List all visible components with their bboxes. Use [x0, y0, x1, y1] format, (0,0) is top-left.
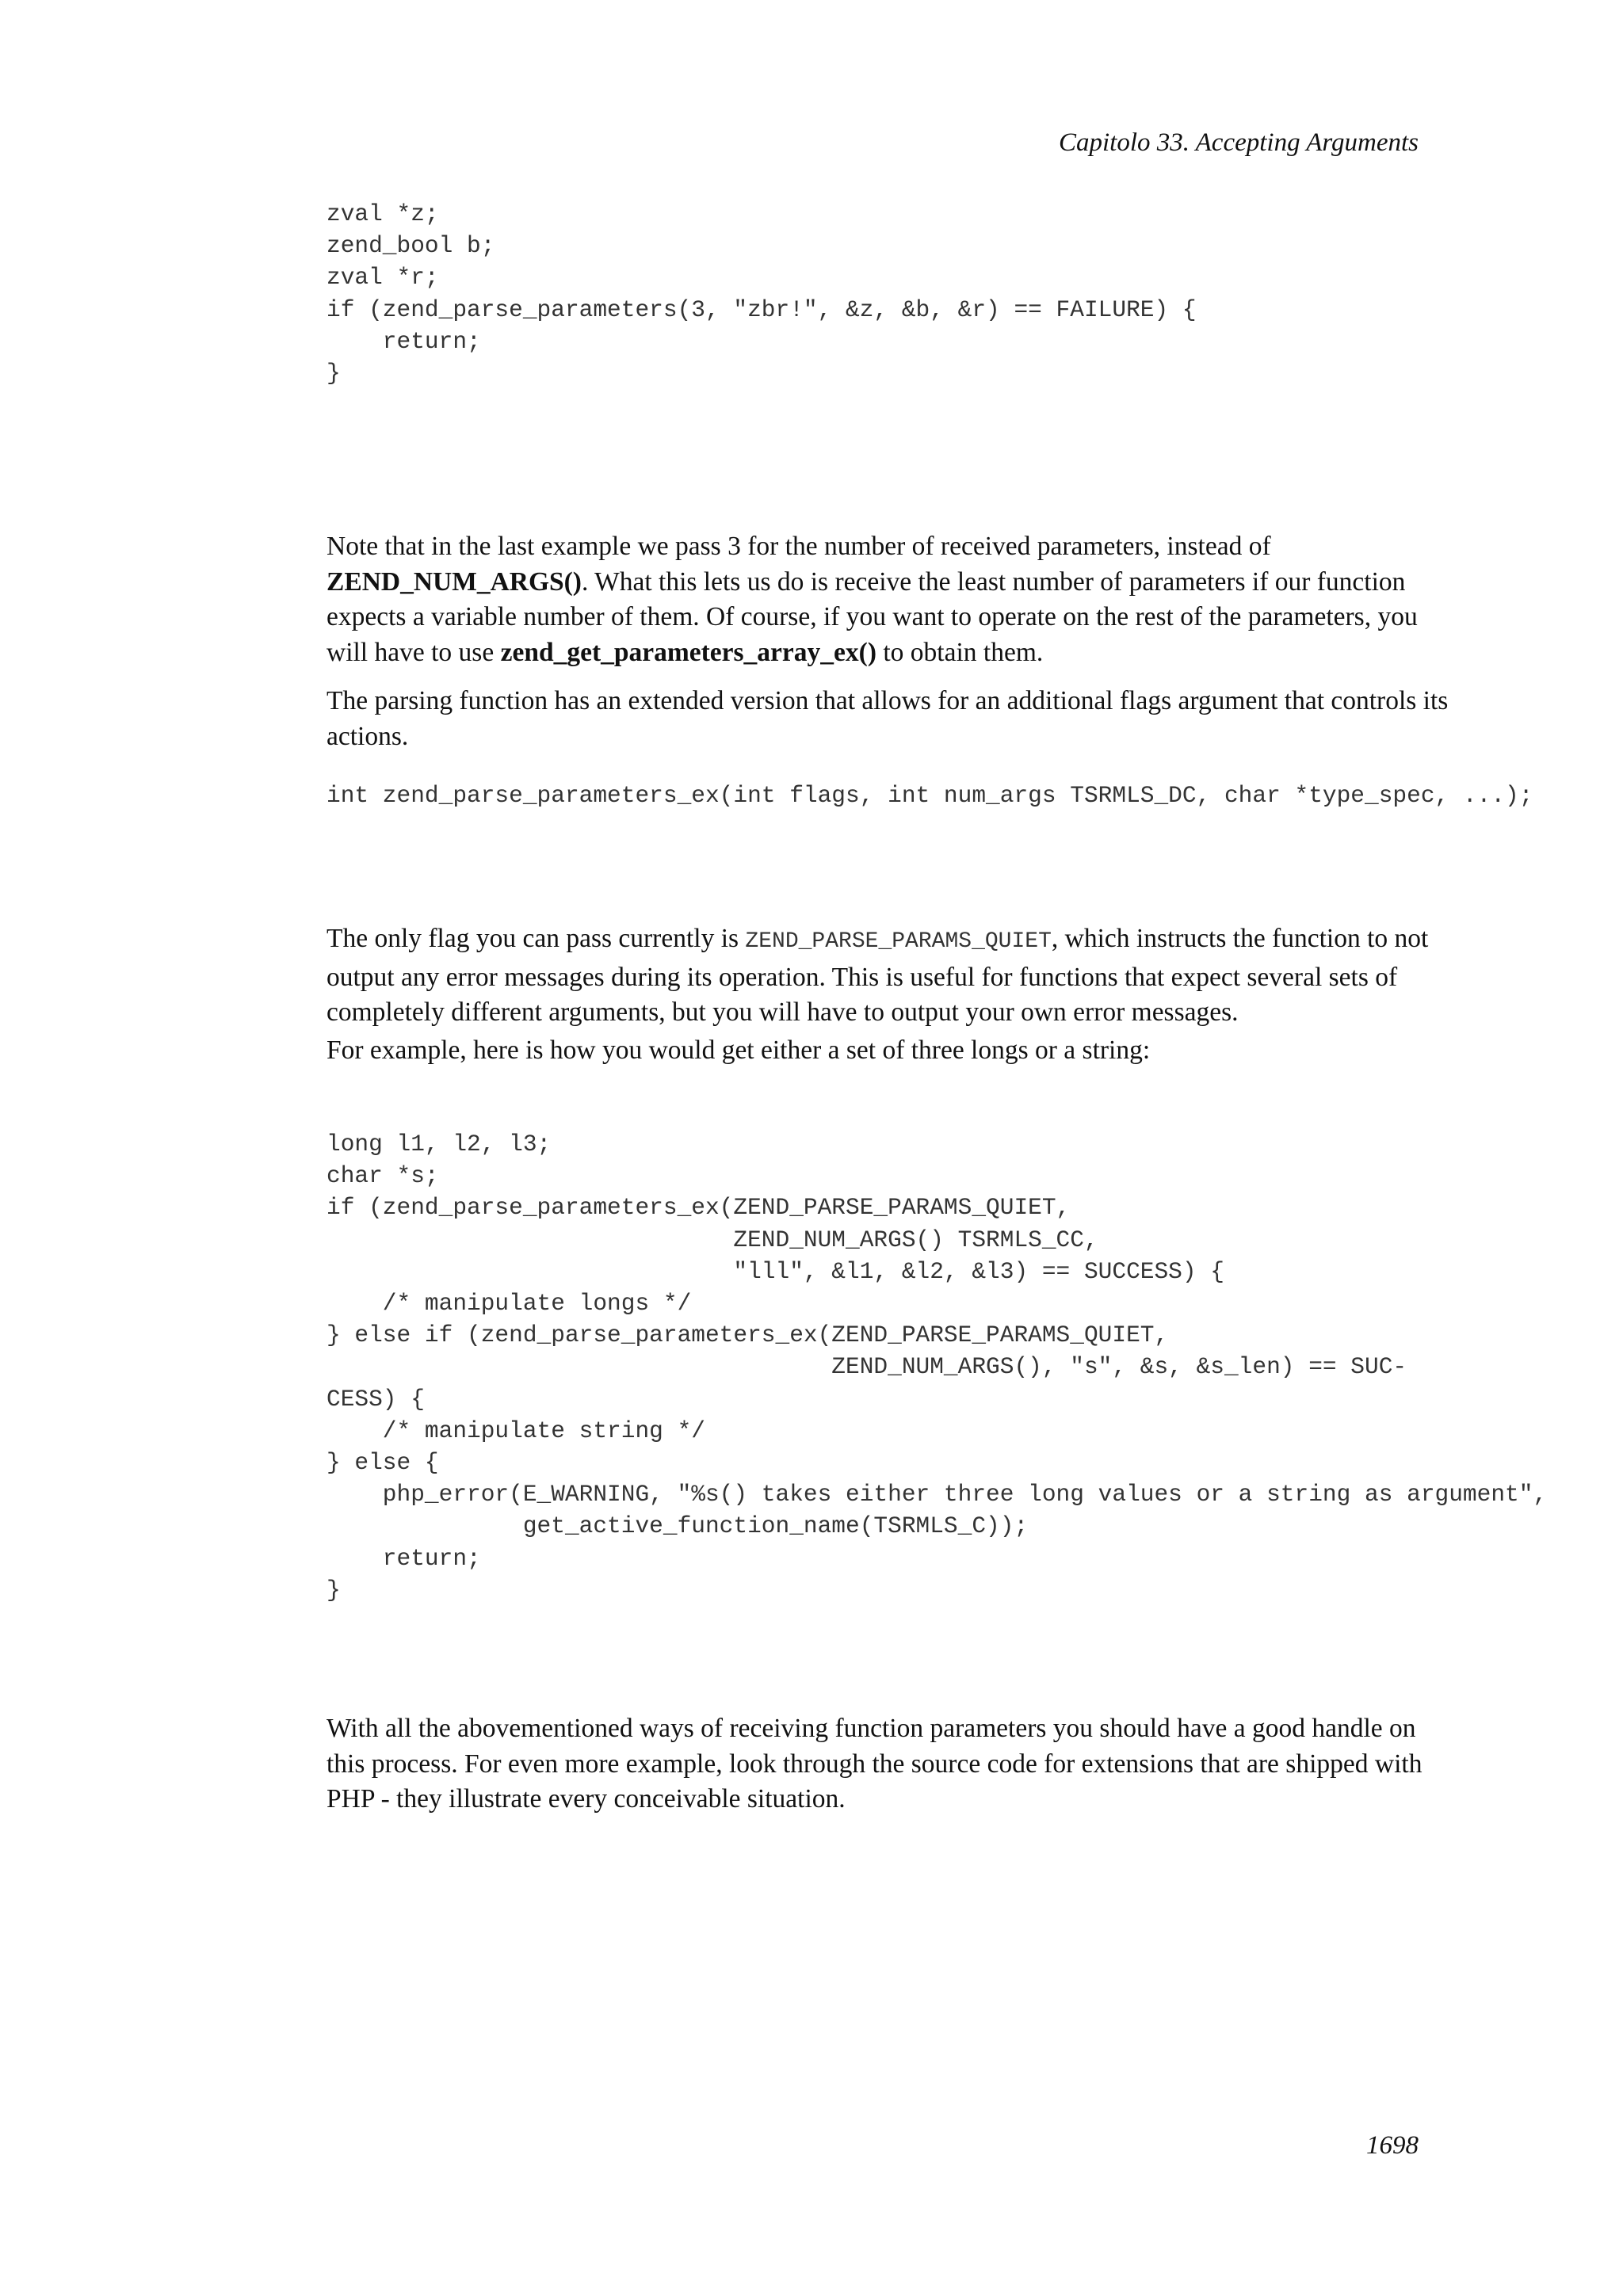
- paragraph-num-args-note: [327, 529, 1452, 670]
- paragraph-text: , which instructs the function to not output any error messages during its operation. This is useful for functions that expect several sets of completely different arguments, but you will have to output your own error messages.: [327, 924, 1429, 1027]
- running-header: Capitolo 33. Accepting Arguments: [1058, 128, 1419, 157]
- function-name-zend-get-parameters-array-ex: zend_get_parameters_array_ex(): [500, 637, 876, 667]
- paragraph-example-intro: For example, here is how you would get either a set of three longs or a string:: [327, 1035, 1151, 1065]
- code-block-zend-parse-parameters: zval *z; zend_bool b; zval *r; if (zend_parse_parameters(3, "zbr!", &z, &b, &r) == FAILURE) { return; }: [327, 200, 1197, 387]
- paragraph-quiet-flag: [327, 921, 1452, 1031]
- paragraph-text: to obtain them.: [876, 637, 1044, 667]
- paragraph-text: The only flag you can pass currently is: [327, 924, 746, 953]
- paragraph-extended-version: The parsing function has an extended version that allows for an additional flags argument that controls its actions.: [327, 686, 1449, 751]
- paragraph-text: . What this lets us do is receive the least number of parameters if our function expects a variable number of them. Of course, if you want to operate on the rest of the parameters, you will have to use: [327, 566, 1418, 667]
- function-name-zend-num-args: ZEND_NUM_ARGS(): [327, 566, 582, 597]
- code-block-longs-or-string-example: long l1, l2, l3; char *s; if (zend_parse_parameters_ex(ZEND_PARSE_PARAMS_QUIET, ZEND_NUM_ARGS() TSRMLS_CC, "lll", &l1, &l2, &l3) == SUCCESS) { /* manipulate longs */ } else if (zend_parse_parameters_ex(ZEND_PARSE_PARAMS_QUIET, ZEND_NUM_ARGS(), "s", &s, &s_len) == SUC- CESS) { /* manipulate string */ } else { php_error(E_WARNING, "%s() takes either three long values or a string as argument", get_active_function_name(TSRMLS_C)); return; }: [327, 1131, 1548, 1604]
- page-number: 1698: [1366, 2131, 1419, 2160]
- inline-code-zend-parse-params-quiet: ZEND_PARSE_PARAMS_QUIET: [745, 929, 1052, 954]
- paragraph-text: Note that in the last example we pass 3 for the number of received parameters, instead of: [327, 532, 1271, 561]
- code-block-function-signature: int zend_parse_parameters_ex(int flags, int num_args TSRMLS_DC, char *type_spec, ...);: [327, 782, 1533, 809]
- paragraph-conclusion: With all the abovementioned ways of receiving function parameters you should have a good handle on this process. For even more example, look through the source code for extensions that are shipped with PHP - they illustrate every conceivable situation.: [327, 1714, 1423, 1814]
